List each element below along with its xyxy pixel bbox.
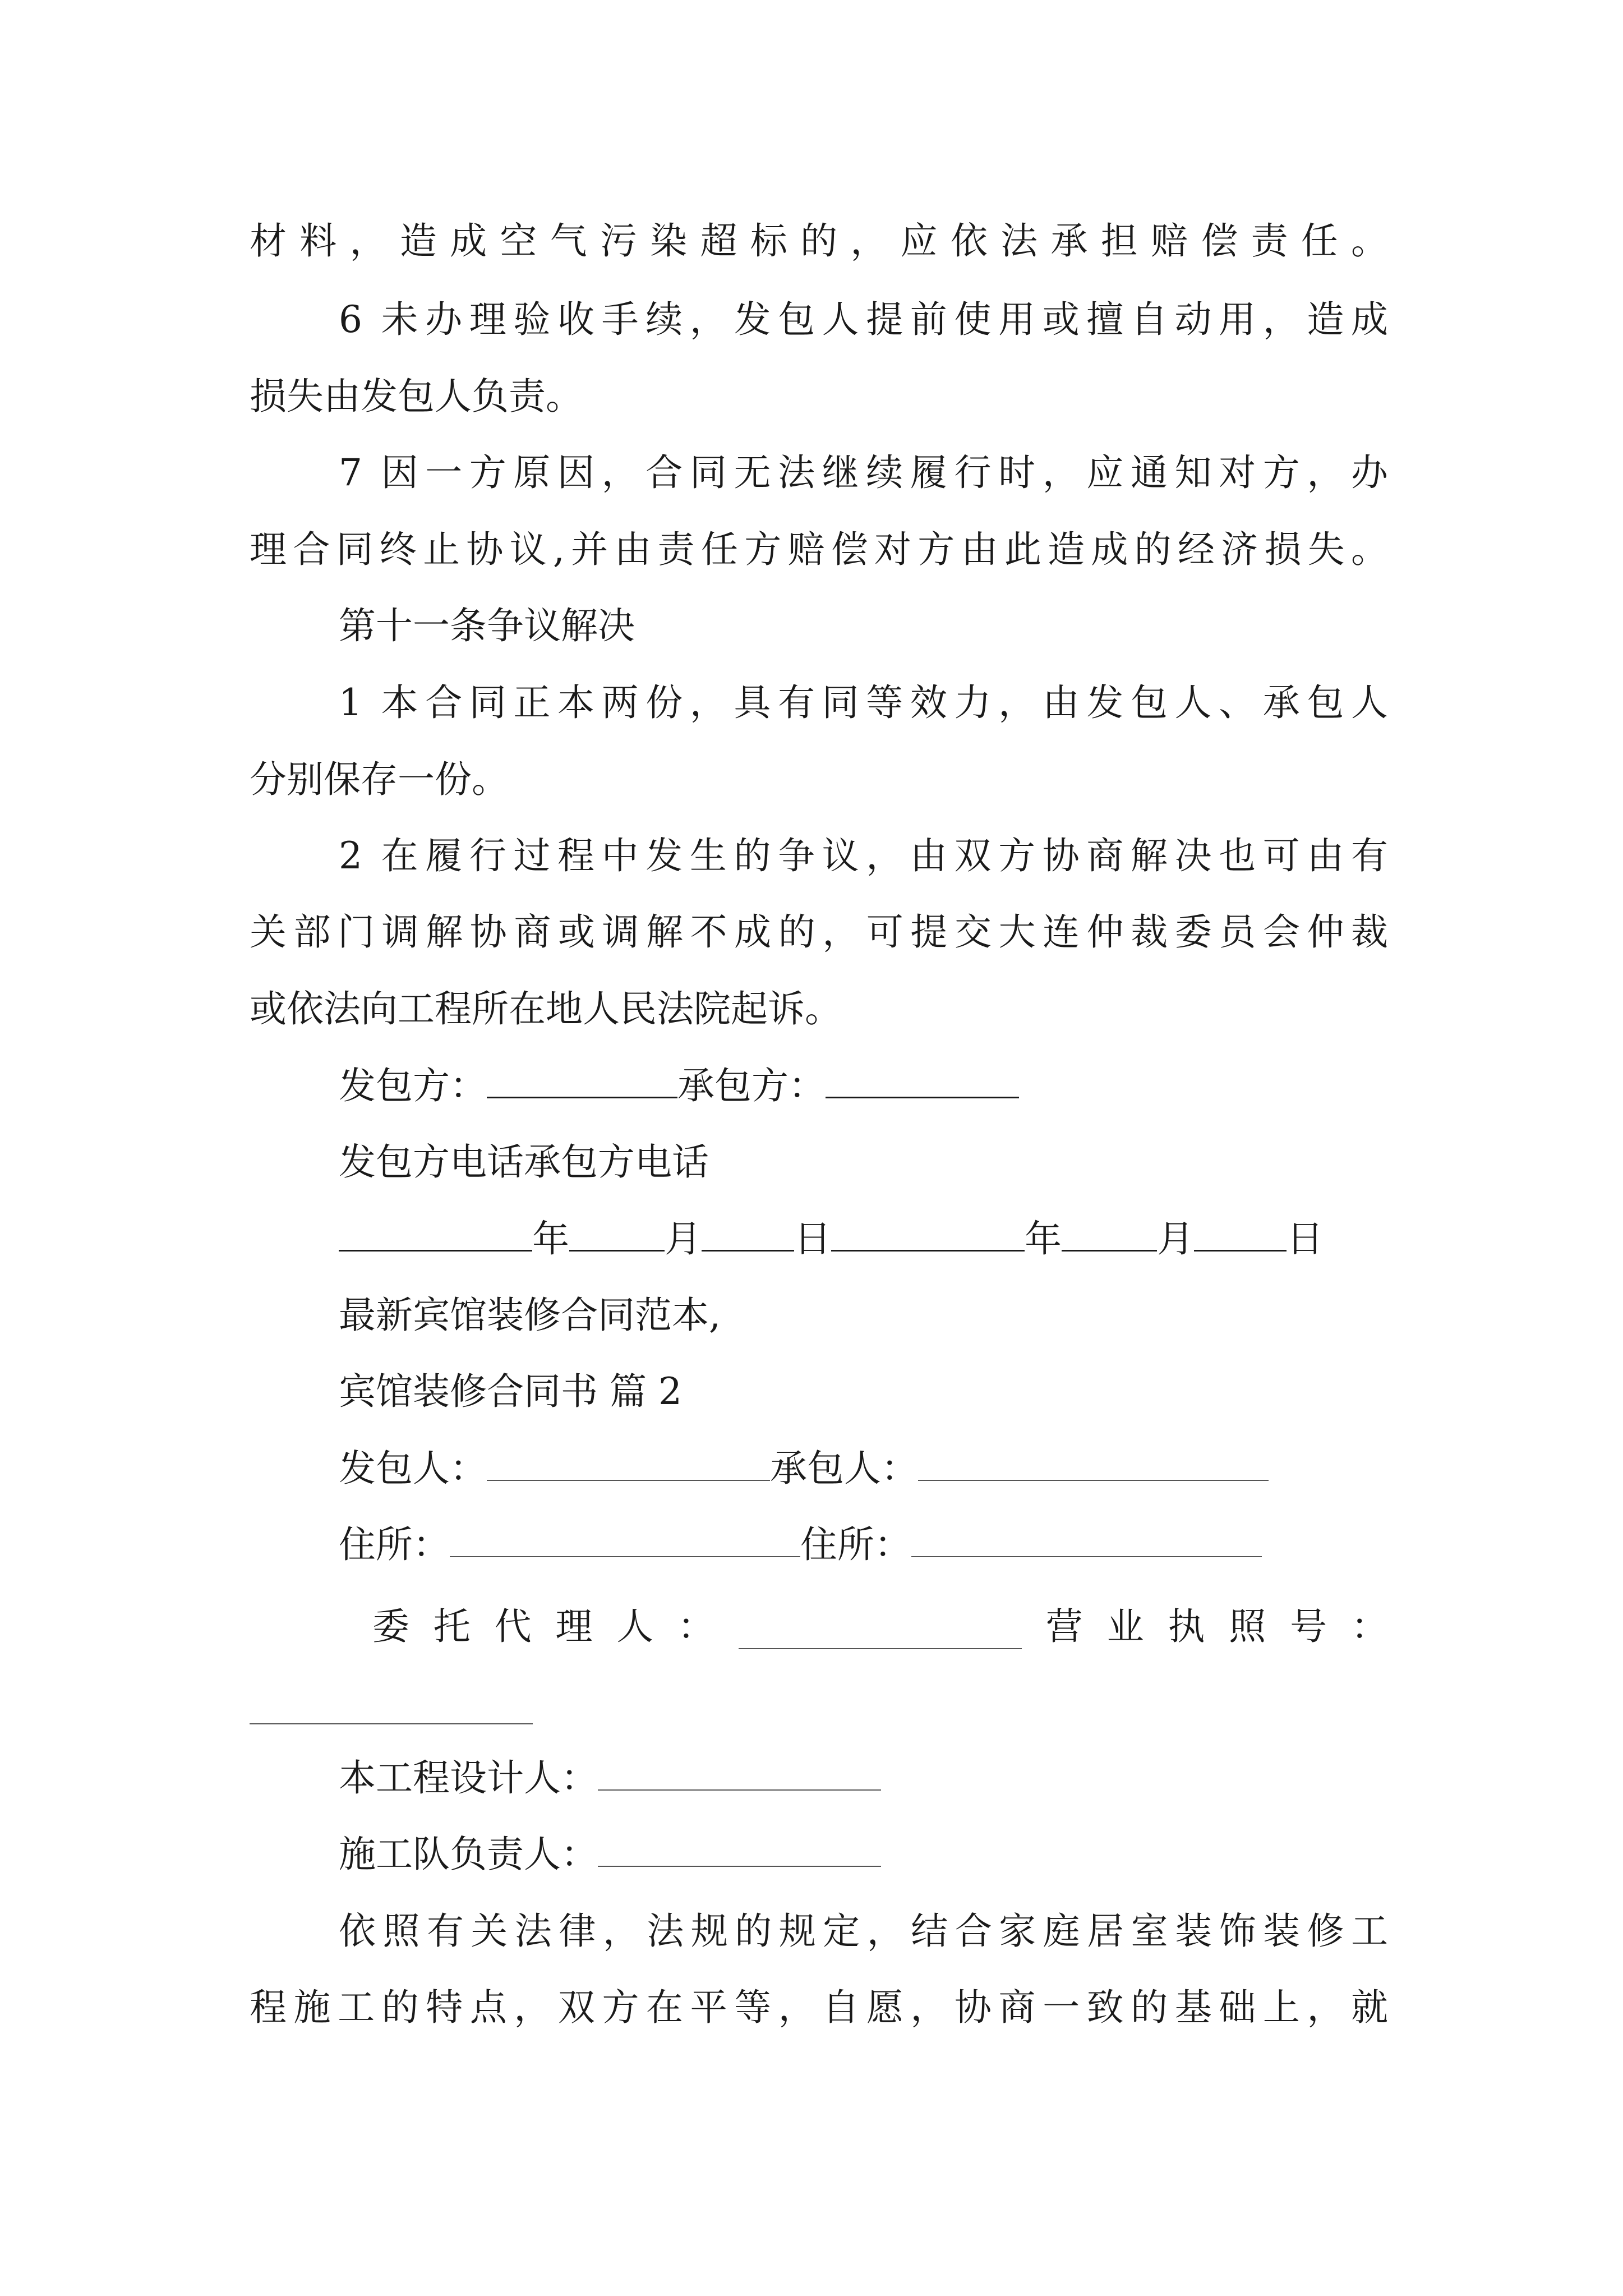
agent-label-char: 人	[616, 1605, 654, 1648]
month-label: 月	[665, 1217, 702, 1260]
agent-label-char: 委	[372, 1605, 409, 1648]
month-blank[interactable]	[1062, 1216, 1157, 1251]
text-line: 2 在履行过程中发生的争议，由双方协商解决也可由有	[339, 834, 1388, 877]
year-label: 年	[1025, 1217, 1062, 1260]
day-blank[interactable]	[702, 1216, 794, 1251]
designer-row	[339, 1756, 881, 1801]
text-line: 分别保存一份。	[250, 758, 509, 801]
address-blank[interactable]	[450, 1522, 800, 1557]
designer-blank[interactable]	[598, 1756, 881, 1791]
license-label-char: ：	[1350, 1605, 1388, 1648]
team-leader-blank[interactable]	[598, 1832, 881, 1867]
text-line: 理合同终止协议,并由责任方赔偿对方由此造成的经济损失。	[250, 528, 1388, 571]
agent-label-char: ：	[677, 1605, 715, 1648]
license-label-char: 营	[1045, 1605, 1083, 1648]
agent-label-char: 理	[555, 1605, 593, 1648]
address-blank[interactable]	[911, 1522, 1262, 1557]
address-label: 住所：	[339, 1523, 450, 1566]
text-line: 1 本合同正本两份，具有同等效力，由发包人、承包人	[339, 681, 1388, 724]
license-label-char: 号	[1290, 1605, 1327, 1648]
day-blank[interactable]	[1194, 1216, 1287, 1251]
year-label: 年	[532, 1217, 569, 1260]
agent-label-char: 托	[433, 1605, 471, 1648]
section-heading: 宾馆装修合同书 篇 2	[339, 1370, 682, 1413]
text-line: 程施工的特点，双方在平等，自愿，协商一致的基础上，就	[250, 1986, 1388, 2029]
text-line: 损失由发包人负责。	[250, 375, 583, 418]
text-line: 发包方电话承包方电话	[339, 1140, 709, 1184]
section-heading: 第十一条争议解决	[339, 604, 635, 647]
month-label: 月	[1157, 1217, 1194, 1260]
text-line: 依照有关法律，法规的规定，结合家庭居室装饰装修工	[339, 1910, 1388, 1953]
text-line: 或依法向工程所在地人民法院起诉。	[250, 987, 842, 1030]
party-a-blank[interactable]	[487, 1063, 677, 1098]
employer-blank[interactable]	[487, 1446, 770, 1481]
text-line: 材料，造成空气污染超标的，应依法承担赔偿责任。	[250, 219, 1388, 263]
date-row	[339, 1216, 1324, 1261]
agent-label-char: 代	[494, 1605, 532, 1648]
license-blank[interactable]	[250, 1723, 533, 1724]
license-label-char: 业	[1106, 1605, 1144, 1648]
signature-row	[339, 1063, 1019, 1108]
party-a-label: 发包方：	[339, 1064, 487, 1107]
year-blank[interactable]	[339, 1216, 532, 1251]
designer-label: 本工程设计人：	[339, 1756, 598, 1800]
parties-row	[339, 1446, 1269, 1491]
text-line: 6 未办理验收手续，发包人提前使用或擅自动用，造成	[339, 298, 1388, 341]
address-row	[339, 1522, 1262, 1567]
year-blank[interactable]	[831, 1216, 1025, 1251]
address-label: 住所：	[800, 1523, 911, 1566]
day-label: 日	[1287, 1217, 1324, 1260]
contractor-blank[interactable]	[918, 1446, 1269, 1481]
employer-label: 发包人：	[339, 1447, 487, 1490]
team-leader-row	[339, 1832, 881, 1877]
party-b-blank[interactable]	[826, 1063, 1019, 1098]
party-b-label: 承包方：	[677, 1064, 826, 1107]
team-leader-label: 施工队负责人：	[339, 1833, 598, 1876]
text-line: 关部门调解协商或调解不成的，可提交大连仲裁委员会仲裁	[250, 910, 1388, 954]
text-line: 最新宾馆装修合同范本,	[339, 1294, 721, 1337]
agent-license-row	[339, 1604, 1388, 1649]
contractor-label: 承包人：	[770, 1447, 918, 1490]
agent-blank[interactable]	[739, 1614, 1022, 1649]
text-line: 7 因一方原因，合同无法继续履行时，应通知对方，办	[339, 451, 1388, 494]
month-blank[interactable]	[569, 1216, 665, 1251]
license-label-char: 照	[1229, 1605, 1266, 1648]
license-label-char: 执	[1168, 1605, 1205, 1648]
day-label: 日	[794, 1217, 831, 1260]
